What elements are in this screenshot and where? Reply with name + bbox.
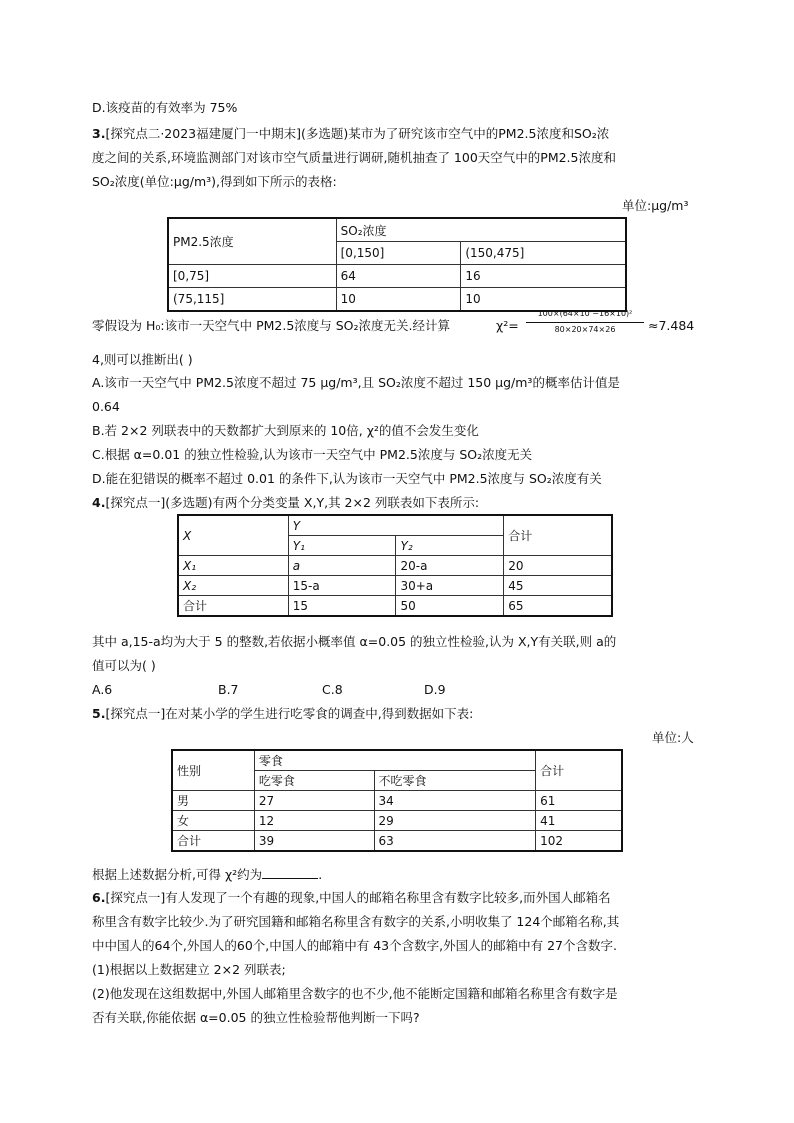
q6-sub-2-line-1: (2)他发现在这组数据中,外国人邮箱里含数字的也不少,他不能断定国籍和邮箱名称里含有数字是	[92, 986, 618, 1001]
q4-cell: 20	[504, 556, 612, 576]
q3-option-a-2: 0.64	[92, 399, 120, 414]
q5-unit: 单位:人	[652, 730, 694, 745]
q4-col-2: Y₂	[396, 536, 504, 556]
q3-col-1: [0,150]	[336, 242, 461, 265]
table-row	[179, 556, 612, 576]
q5-question-text: 根据上述数据分析,可得 χ²约为	[92, 867, 263, 882]
q3-option-b: B.若 2×2 列联表中的天数都扩大到原来的 10倍, χ²的值不会发生变化	[92, 423, 479, 438]
q4-line-2: 其中 a,15-a均为大于 5 的整数,若依据小概率值 α=0.05 的独立性检验,认为 X,Y有关联,则 a的	[92, 634, 617, 649]
q6-sub-1: (1)根据以上数据建立 2×2 列联表;	[92, 962, 286, 977]
q3-line-3: SO₂浓度(单位:μg/m³),得到如下所示的表格:	[92, 174, 337, 189]
q4-cell: a	[288, 556, 396, 576]
q6-line-2: 称里含有数字比较少.为了研究国籍和邮箱名称里含有数字的关系,小明收集了 124个邮箱名称,其	[92, 914, 620, 929]
q4-cell: 45	[504, 576, 612, 596]
q2-option-d: D.该疫苗的有效率为 75%	[92, 100, 238, 115]
q3-col-2: (150,475]	[461, 242, 626, 265]
q3-hypothesis: 零假设为 H₀:该市一天空气中 PM2.5浓度与 SO₂浓度无关.经计算	[92, 318, 451, 333]
q6-line-1	[92, 888, 611, 908]
q3-table	[168, 218, 626, 311]
q3-fraction-numerator: 100×(64×10 −16×10)²	[537, 309, 633, 318]
q4-cell: 30+a	[396, 576, 504, 596]
q3-cell: 16	[461, 265, 626, 288]
q5-cell: 29	[374, 811, 536, 831]
q5-col-group: 零食	[254, 751, 535, 771]
table-row	[173, 751, 622, 771]
q4-option-c: C.8	[322, 682, 343, 697]
q3-unit: 单位:μg/m³	[622, 198, 689, 213]
q3-option-d: D.能在犯错误的概率不超过 0.01 的条件下,认为该市一天空气中 PM2.5浓度与 SO₂浓度有关	[92, 471, 602, 486]
q3-cell: 10	[336, 288, 461, 311]
q5-cell: 12	[254, 811, 374, 831]
q5-cell: 41	[536, 811, 622, 831]
q4-corner: X	[179, 516, 289, 556]
q6-number: 6.	[92, 890, 106, 905]
q4-cell: 20-a	[396, 556, 504, 576]
table-row	[169, 219, 626, 242]
q4-row-label: 合计	[179, 596, 289, 616]
q5-col-2: 不吃零食	[374, 771, 536, 791]
q5-total-header: 合计	[536, 751, 622, 791]
q6-line-3: 中中国人的64个,外国人的60个,中国人的邮箱中有 43个含数字,外国人的邮箱中有 27个含数字.	[92, 938, 617, 953]
q4-row-label: X₁	[179, 556, 289, 576]
table-row	[173, 811, 622, 831]
q3-text-1: [探究点二·2023福建厦门一中期末](多选题)某市为了研究该市空气中的PM2.5浓度和SO₂浓	[105, 126, 610, 141]
q5-table	[172, 750, 622, 851]
q4-row-label: X₂	[179, 576, 289, 596]
q3-chi-result: ≈7.484	[648, 318, 695, 333]
q3-option-c: C.根据 α=0.01 的独立性检验,认为该市一天空气中 PM2.5浓度与 SO₂浓度无关	[92, 447, 533, 462]
table-row	[173, 791, 622, 811]
q3-cell: 10	[461, 288, 626, 311]
table-row	[179, 596, 612, 616]
q4-col-1: Y₁	[288, 536, 396, 556]
q3-option-a-1: A.该市一天空气中 PM2.5浓度不超过 75 μg/m³,且 SO₂浓度不超过 150 μg/m³的概率估计值是	[92, 375, 620, 390]
q5-cell: 34	[374, 791, 536, 811]
q4-col-group: Y	[288, 516, 504, 536]
q4-option-d: D.9	[424, 682, 446, 697]
q3-line-1	[92, 124, 609, 144]
q5-col-1: 吃零食	[254, 771, 374, 791]
q3-chi-symbol: χ²=	[496, 318, 519, 333]
q4-table	[178, 515, 612, 616]
q4-line-1	[92, 493, 479, 513]
q5-cell: 61	[536, 791, 622, 811]
q5-cell: 27	[254, 791, 374, 811]
q5-text-1: [探究点一]在对某小学的学生进行吃零食的调查中,得到数据如下表:	[105, 706, 474, 721]
q5-row-header: 性别	[173, 751, 255, 791]
q3-fraction-denominator: 80×20×74×26	[554, 325, 616, 334]
q3-number: 3.	[92, 126, 106, 141]
q4-option-a: A.6	[92, 682, 113, 697]
q5-period: .	[318, 867, 323, 882]
q5-row-label: 女	[173, 811, 255, 831]
table-row	[169, 265, 626, 288]
q6-sub-2-line-2: 否有关联,你能依据 α=0.05 的独立性检验帮他判断一下吗?	[92, 1010, 420, 1025]
q4-cell: 15-a	[288, 576, 396, 596]
q3-cell: 64	[336, 265, 461, 288]
q6-text-1: [探究点一]有人发现了一个有趣的现象,中国人的邮箱名称里含有数字比较多,而外国人邮箱名	[105, 890, 611, 905]
q5-cell: 102	[536, 831, 622, 851]
q4-option-b: B.7	[218, 682, 239, 697]
q3-row-label: [0,75]	[169, 265, 337, 288]
table-row	[173, 831, 622, 851]
q4-cell: 15	[288, 596, 396, 616]
q4-number: 4.	[92, 495, 106, 510]
q3-line-continued: 4,则可以推断出( )	[92, 352, 193, 367]
q4-cell: 50	[396, 596, 504, 616]
q5-line-2	[92, 864, 322, 885]
q3-fraction-bar	[526, 322, 644, 323]
table-row	[179, 576, 612, 596]
q5-cell: 63	[374, 831, 536, 851]
table-row	[169, 288, 626, 311]
q5-number: 5.	[92, 706, 106, 721]
q5-line-1	[92, 704, 473, 724]
q3-col-group: SO₂浓度	[336, 219, 625, 242]
q5-row-label: 男	[173, 791, 255, 811]
q5-cell: 39	[254, 831, 374, 851]
q3-line-2: 度之间的关系,环境监测部门对该市空气质量进行调研,随机抽查了 100天空气中的PM2.5浓度和	[92, 150, 616, 165]
q3-row-label: (75,115]	[169, 288, 337, 311]
q4-text-1: [探究点一](多选题)有两个分类变量 X,Y,其 2×2 列联表如下表所示:	[105, 495, 480, 510]
table-row	[179, 516, 612, 536]
q3-row-header: PM2.5浓度	[169, 219, 337, 265]
q4-line-3: 值可以为( )	[92, 658, 156, 673]
answer-blank[interactable]	[262, 864, 318, 879]
q4-total-header: 合计	[504, 516, 612, 556]
q5-row-label: 合计	[173, 831, 255, 851]
q4-cell: 65	[504, 596, 612, 616]
